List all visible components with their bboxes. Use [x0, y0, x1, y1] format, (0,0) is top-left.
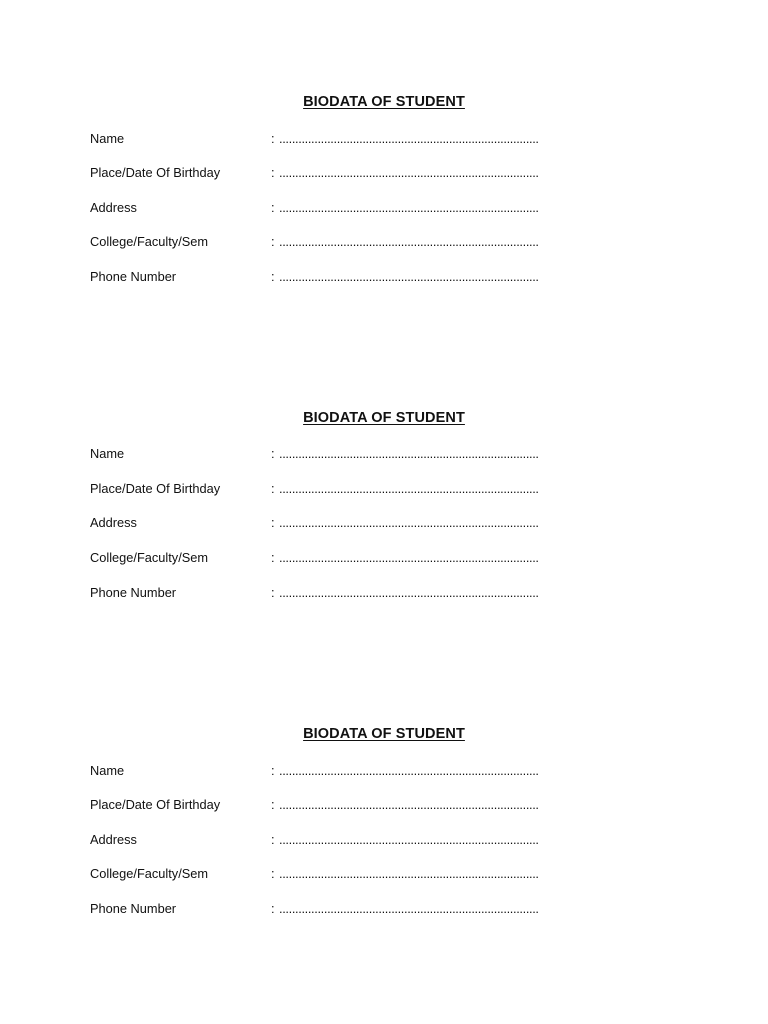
field-label: Address: [90, 515, 137, 530]
field-college-faculty-sem: [90, 233, 600, 251]
field-label: Phone Number: [90, 585, 177, 600]
field-blank-line[interactable]: .................................................................................: [279, 832, 539, 847]
field-name: [90, 130, 600, 148]
field-name: [90, 445, 600, 463]
field-separator: :: [271, 269, 275, 284]
field-separator: :: [271, 131, 275, 146]
form-title: BIODATA OF STUDENT: [303, 726, 465, 742]
field-label: College/Faculty/Sem: [90, 550, 209, 565]
field-label: College/Faculty/Sem: [90, 866, 209, 881]
field-blank-line[interactable]: .................................................................................: [279, 131, 539, 146]
field-college-faculty-sem: [90, 865, 600, 883]
field-separator: :: [271, 550, 275, 565]
field-blank-line[interactable]: .................................................................................: [279, 165, 539, 180]
field-address: [90, 831, 600, 849]
field-blank-line[interactable]: .................................................................................: [279, 866, 539, 881]
field-label: Address: [90, 200, 137, 215]
field-blank-line[interactable]: .................................................................................: [279, 763, 539, 778]
field-blank-line[interactable]: .................................................................................: [279, 797, 539, 812]
field-place-date-of-birthday: [90, 796, 600, 814]
field-place-date-of-birthday: [90, 164, 600, 182]
field-place-date-of-birthday: [90, 480, 600, 498]
field-separator: :: [271, 866, 275, 881]
field-separator: :: [271, 515, 275, 530]
field-separator: :: [271, 165, 275, 180]
field-separator: :: [271, 797, 275, 812]
field-separator: :: [271, 763, 275, 778]
field-blank-line[interactable]: .................................................................................: [279, 481, 539, 496]
field-address: [90, 514, 600, 532]
field-blank-line[interactable]: .................................................................................: [279, 550, 539, 565]
field-address: [90, 199, 600, 217]
field-label: Name: [90, 131, 125, 146]
field-blank-line[interactable]: .................................................................................: [279, 446, 539, 461]
field-phone-number: [90, 900, 600, 918]
field-phone-number: [90, 268, 600, 286]
field-separator: :: [271, 234, 275, 249]
field-label: College/Faculty/Sem: [90, 234, 209, 249]
field-name: [90, 762, 600, 780]
field-label: Phone Number: [90, 269, 177, 284]
field-label: Address: [90, 832, 137, 847]
field-label: Place/Date Of Birthday: [90, 165, 221, 180]
field-separator: :: [271, 901, 275, 916]
field-separator: :: [271, 832, 275, 847]
field-blank-line[interactable]: .................................................................................: [279, 901, 539, 916]
form-title: BIODATA OF STUDENT: [303, 410, 465, 426]
field-blank-line[interactable]: .................................................................................: [279, 200, 539, 215]
field-separator: :: [271, 200, 275, 215]
field-separator: :: [271, 481, 275, 496]
field-blank-line[interactable]: .................................................................................: [279, 515, 539, 530]
field-label: Place/Date Of Birthday: [90, 481, 221, 496]
field-separator: :: [271, 585, 275, 600]
field-separator: :: [271, 446, 275, 461]
field-college-faculty-sem: [90, 549, 600, 567]
field-blank-line[interactable]: .................................................................................: [279, 234, 539, 249]
field-label: Phone Number: [90, 901, 177, 916]
field-blank-line[interactable]: .................................................................................: [279, 585, 539, 600]
field-label: Name: [90, 763, 125, 778]
field-label: Name: [90, 446, 125, 461]
form-title: BIODATA OF STUDENT: [303, 94, 465, 110]
field-phone-number: [90, 584, 600, 602]
field-label: Place/Date Of Birthday: [90, 797, 221, 812]
field-blank-line[interactable]: .................................................................................: [279, 269, 539, 284]
